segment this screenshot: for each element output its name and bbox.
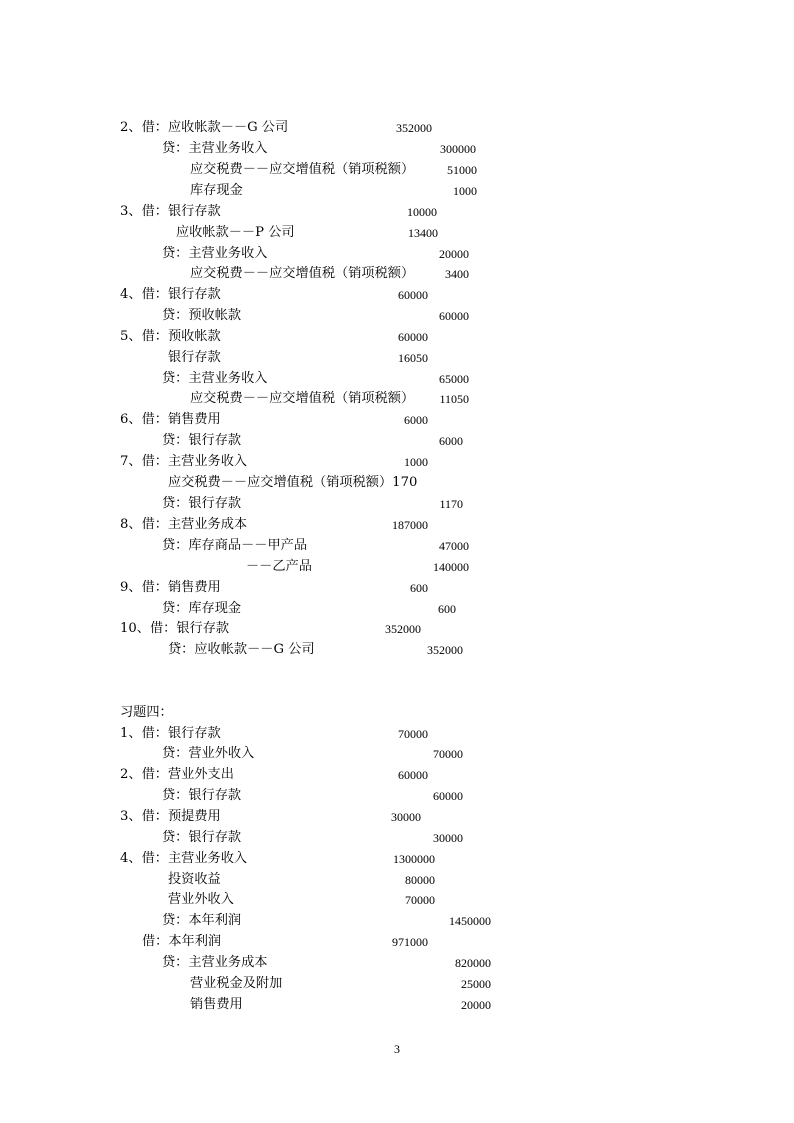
entry-amount: 11050 (439, 392, 469, 406)
entry-text: 1、借：银行存款 (120, 726, 221, 741)
entry-text: 贷：营业外收入 (162, 746, 255, 761)
entry-line (0, 807, 794, 827)
entry-amount: 140000 (433, 560, 469, 574)
entry-amount: 51000 (447, 163, 477, 177)
entry-line (0, 578, 794, 598)
entry-amount: 70000 (405, 893, 435, 907)
entry-line (0, 515, 794, 535)
entry-amount: 70000 (398, 727, 428, 741)
entry-line (0, 619, 794, 639)
entry-text: 贷：库存商品－－甲产品 (162, 538, 308, 553)
entry-text: 借：本年利润 (142, 934, 222, 949)
entry-amount: 1450000 (449, 914, 491, 928)
entry-text: 贷：主营业务收入 (162, 141, 268, 156)
entry-amount: 30000 (433, 831, 463, 845)
entry-text: 2、借：营业外支出 (120, 767, 234, 782)
entry-amount: 20000 (439, 247, 469, 261)
entry-line (0, 181, 794, 201)
entry-line (0, 890, 794, 910)
entry-line (0, 786, 794, 806)
entry-amount: 65000 (439, 372, 469, 386)
entry-amount: 47000 (439, 539, 469, 553)
entry-amount: 6000 (404, 413, 428, 427)
entry-amount: 352000 (427, 643, 463, 657)
entry-amount: 80000 (405, 873, 435, 887)
entry-text: 6、借：销售费用 (120, 412, 221, 427)
entry-text: 9、借：销售费用 (120, 580, 221, 595)
entry-text: 银行存款 (168, 350, 221, 365)
entry-text: 应交税费－－应交增值税（销项税额） (190, 391, 415, 406)
entry-text: 贷：银行存款 (162, 788, 242, 803)
entry-line (0, 139, 794, 159)
entry-text: 4、借：银行存款 (120, 287, 221, 302)
entry-text: 7、借：主营业务收入 (120, 454, 248, 469)
entry-amount: 70000 (433, 747, 463, 761)
entry-line (0, 849, 794, 869)
entry-text: 4、借：主营业务收入 (120, 851, 248, 866)
entry-text: 8、借：主营业务成本 (120, 517, 248, 532)
entry-amount: 60000 (398, 330, 428, 344)
entry-text: 应收帐款－－P 公司 (176, 225, 295, 240)
entry-amount: 1000 (453, 184, 477, 198)
entry-text: 贷：应收帐款－－G 公司 (168, 642, 315, 657)
entry-text: 贷：银行存款 (162, 496, 242, 511)
entry-amount: 600 (438, 602, 456, 616)
entry-amount: 352000 (396, 121, 432, 135)
entry-text: 贷：主营业务收入 (162, 371, 268, 386)
entry-text: 贷：本年利润 (162, 913, 242, 928)
entry-text: 贷：库存现金 (162, 601, 242, 616)
entry-amount: 60000 (439, 309, 469, 323)
entry-line (0, 452, 794, 472)
entry-text: 投资收益 (168, 872, 221, 887)
entry-line (0, 828, 794, 848)
entry-text: 习题四： (120, 705, 173, 720)
entry-text: 3、借：银行存款 (120, 204, 221, 219)
entry-line (0, 724, 794, 744)
entry-line (0, 389, 794, 409)
entry-text: －－乙产品 (246, 559, 312, 574)
entry-amount: 187000 (392, 518, 428, 532)
entry-text: 营业税金及附加 (190, 976, 283, 991)
entry-amount: 300000 (440, 142, 476, 156)
entry-amount: 971000 (392, 935, 428, 949)
entry-line (0, 264, 794, 284)
entry-text: 贷：预收帐款 (162, 308, 242, 323)
entry-line (0, 431, 794, 451)
entry-line (0, 369, 794, 389)
entry-line (0, 599, 794, 619)
page-number: 3 (394, 1042, 400, 1056)
entry-text: 2、借：应收帐款－－G 公司 (120, 120, 289, 135)
entry-text: 销售费用 (190, 997, 243, 1012)
entry-amount: 1000 (404, 455, 428, 469)
entry-amount: 6000 (439, 434, 463, 448)
entry-line (0, 911, 794, 931)
entry-line (0, 285, 794, 305)
entry-line (0, 932, 794, 952)
entry-line (0, 870, 794, 890)
entry-amount: 1170 (439, 497, 463, 511)
entry-line (0, 223, 794, 243)
entry-amount: 16050 (398, 351, 428, 365)
entry-line (0, 244, 794, 264)
entry-text: 贷：主营业务收入 (162, 246, 268, 261)
entry-amount: 820000 (455, 956, 491, 970)
entry-amount: 60000 (398, 288, 428, 302)
entry-amount: 60000 (398, 768, 428, 782)
entry-text: 10、借：银行存款 (120, 621, 230, 636)
entry-line (0, 410, 794, 430)
entry-text: 3、借：预提费用 (120, 809, 221, 824)
entry-line (0, 494, 794, 514)
entry-text: 营业外收入 (168, 892, 234, 907)
entry-amount: 25000 (461, 977, 491, 991)
entry-line (0, 473, 794, 493)
entry-line (0, 348, 794, 368)
entry-text: 应交税费－－应交增值税（销项税额） (190, 162, 415, 177)
entry-text: 应交税费－－应交增值税（销项税额）170 (168, 475, 418, 490)
entry-text: 应交税费－－应交增值税（销项税额） (190, 266, 415, 281)
entry-line (0, 557, 794, 577)
entry-text: 库存现金 (190, 183, 243, 198)
entry-amount: 3400 (445, 267, 469, 281)
entry-line (0, 306, 794, 326)
entry-text: 贷：银行存款 (162, 433, 242, 448)
entry-line (0, 974, 794, 994)
entry-text: 5、借：预收帐款 (120, 329, 221, 344)
entry-amount: 13400 (408, 226, 438, 240)
entry-text: 贷：银行存款 (162, 830, 242, 845)
entry-amount: 600 (410, 581, 428, 595)
entry-amount: 352000 (385, 622, 421, 636)
entry-line (0, 953, 794, 973)
entry-amount: 1300000 (393, 852, 435, 866)
entry-line (0, 202, 794, 222)
entry-amount: 10000 (407, 205, 437, 219)
entry-line (0, 327, 794, 347)
entry-text: 贷：主营业务成本 (162, 955, 268, 970)
entry-amount: 20000 (461, 998, 491, 1012)
entry-line (0, 160, 794, 180)
entry-amount: 30000 (391, 810, 421, 824)
entry-line (0, 536, 794, 556)
entry-line (0, 640, 794, 660)
entry-amount: 60000 (433, 789, 463, 803)
entry-line (0, 765, 794, 785)
entry-line (0, 744, 794, 764)
entry-line (0, 995, 794, 1015)
entry-line (0, 118, 794, 138)
entry-line (0, 703, 794, 723)
